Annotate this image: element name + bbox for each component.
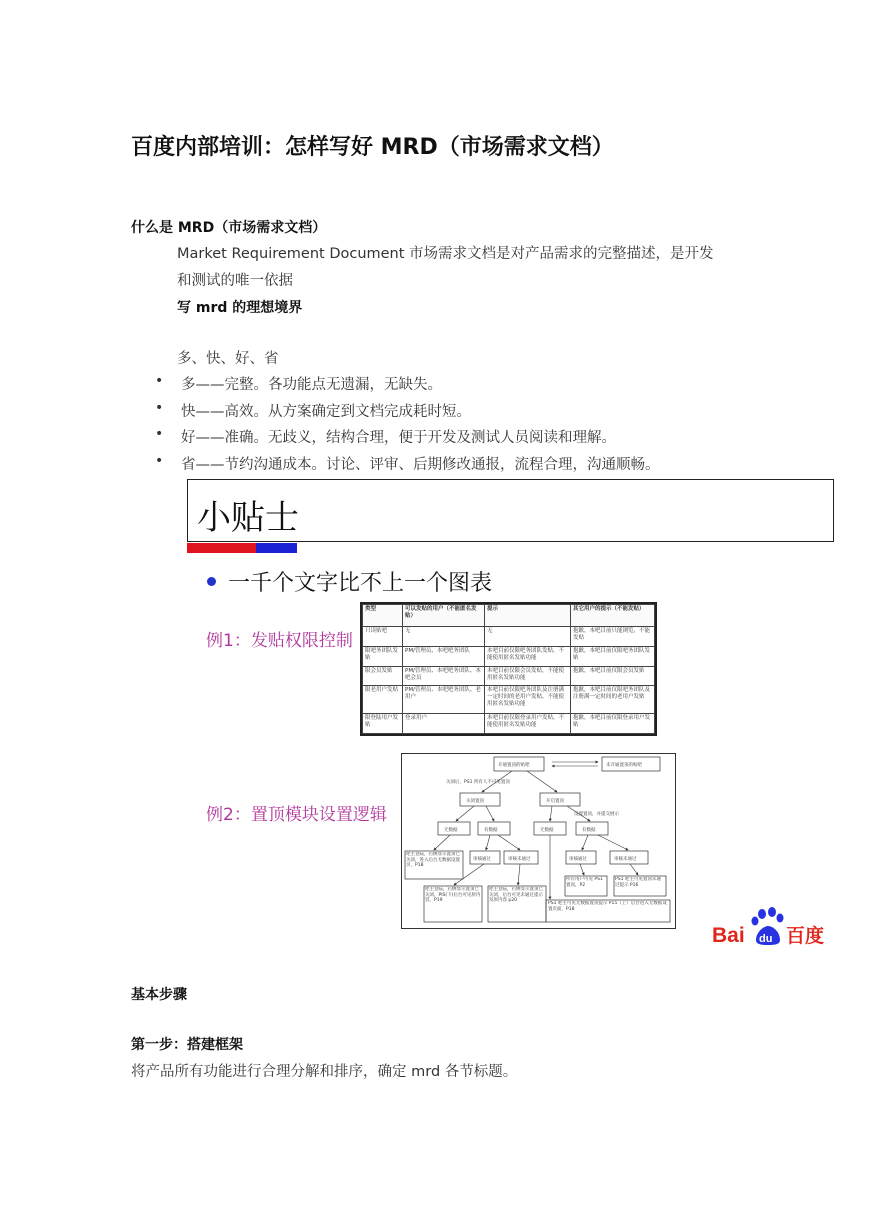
- section-heading-mrd: 什么是 MRD（市场需求文档）: [131, 220, 327, 236]
- table-cell: 本吧目前仅限登录用户发贴，不能使用匿名发贴功能: [485, 714, 571, 734]
- table-header: 可以发贴的用户（不能匿名发贴）: [403, 605, 485, 627]
- table-cell: 限吧务团队发贴: [363, 646, 403, 666]
- tip-bullet: [207, 566, 492, 597]
- tip-title: 小贴士: [197, 498, 299, 538]
- tip-bullet-text: 一千个文字比不上一个图表: [228, 571, 493, 596]
- list-item: • 多——完整。各功能点无遗漏，无缺失。: [155, 373, 660, 400]
- flow-label: 关闭后，PS1 所有人不可见置顶: [446, 780, 510, 785]
- flow-label: PS1 吧主可见无数据置顶提示 P15（上）后台进入无数据设置页面，P18: [548, 901, 667, 912]
- mrd-description-line2: 和测试的唯一依据: [177, 273, 293, 289]
- table-cell: 登录用户: [403, 714, 485, 734]
- table-cell: 本吧目前仅限吧务团队发贴，不能使用匿名发贴功能: [485, 646, 571, 666]
- list-item: • 省——节约沟通成本。讨论、评审、后期修改通报，流程合理，沟通顺畅。: [155, 453, 660, 480]
- flow-label: 无数据: [444, 828, 458, 833]
- flow-label: 未开通置顶的贴吧: [606, 763, 642, 768]
- bullet-dot-icon: [207, 577, 216, 586]
- example2-label: 例2：置顶模块设置逻辑: [206, 805, 387, 825]
- table-cell: PM/管理员、本吧吧务团队、老用户: [403, 686, 485, 714]
- table-cell: 只读贴吧: [363, 627, 403, 647]
- list-item: • 好——准确。无歧义，结构合理，便于开发及测试人员阅读和理解。: [155, 426, 660, 453]
- table-cell: 限老用户发贴: [363, 686, 403, 714]
- table-row: [363, 666, 655, 686]
- table-row: [363, 627, 655, 647]
- blue-accent-bar: [256, 543, 297, 553]
- table-cell: 无: [485, 627, 571, 647]
- step1-heading: 第一步：搭建框架: [131, 1037, 243, 1053]
- tip-title-box: [187, 479, 834, 542]
- summary-text: 多、快、好、省: [177, 351, 279, 367]
- table-header: 其它用户的提示（不能发贴）: [571, 605, 655, 627]
- table-cell: 抱歉，本吧目前仅限吧务团队及注册满一定时间的老用户发贴: [571, 686, 655, 714]
- table-header: 提示: [485, 605, 571, 627]
- step1-text: 将产品所有功能进行合理分解和排序，确定 mrd 各节标题。: [131, 1064, 518, 1080]
- principle-list: [155, 373, 660, 479]
- table-row: [363, 646, 655, 666]
- flow-label: 吧主登陆，右侧显示置顶已关闭，后台可见未通过提示及原内容 p20: [489, 887, 543, 903]
- red-accent-bar: [187, 543, 256, 553]
- example1-label: 例1：发贴权限控制: [206, 631, 353, 651]
- table-header: 类型: [363, 605, 403, 627]
- flow-label: 吧主登陆，右侧显示置顶已关闭，进入后台无数据设置页，P18: [406, 852, 460, 868]
- table-cell: PM/管理员、本吧吧务团队: [403, 646, 485, 666]
- flow-label: 有数据: [582, 828, 596, 833]
- flow-label: 审核通过: [569, 857, 587, 862]
- flowchart-svg: [402, 754, 675, 928]
- table-cell: 本吧目前仅限会员发贴，不能使用匿名发贴功能: [485, 666, 571, 686]
- list-item: • 快——高效。从方案确定到文档完成耗时短。: [155, 400, 660, 427]
- flow-label: 审核通过: [473, 857, 491, 862]
- flow-label: 有数据: [484, 828, 498, 833]
- flow-label: 开启置顶: [546, 799, 564, 804]
- table-cell: 无: [403, 627, 485, 647]
- table-cell: 抱歉，本吧目前仅限会员发贴: [571, 666, 655, 686]
- pin-logic-flowchart: [401, 753, 676, 929]
- flow-label: 设置置顶，并提交展示: [574, 812, 619, 817]
- logo-text-du: du: [759, 933, 773, 945]
- baidu-paw-icon: [712, 906, 838, 950]
- flow-label: 关闭置顶: [466, 799, 484, 804]
- permission-table: [362, 604, 655, 734]
- table-cell: 限登陆用户发贴: [363, 714, 403, 734]
- table-cell: 限会员发贴: [363, 666, 403, 686]
- flow-label: 所有用户可见 PS1 置顶，P2: [566, 877, 603, 888]
- flow-label: 吧主登陆，右侧显示置顶已关闭，PIS(下)后台可见原内容，P19: [425, 887, 481, 903]
- table-cell: 本吧目前仅限吧务团队及注册满一定时间的老用户发贴，不能使用匿名发贴功能: [485, 686, 571, 714]
- baidu-logo: [712, 906, 838, 950]
- table-cell: 抱歉，本吧目前仅限吧务团队发贴: [571, 646, 655, 666]
- table-cell: 抱歉，本吧目前只能浏览，不能发贴: [571, 627, 655, 647]
- flow-label: 开通置顶的贴吧: [498, 763, 530, 768]
- flow-label: 无数据: [540, 828, 554, 833]
- logo-text-bai: Bai: [712, 924, 745, 947]
- table-row: [363, 714, 655, 734]
- logo-text-cn: 百度: [786, 925, 825, 947]
- table-cell: PM/管理员、本吧吧务团队、本吧会员: [403, 666, 485, 686]
- table-cell: 抱歉，本吧目前仅限登录用户发贴: [571, 714, 655, 734]
- table-row: [363, 686, 655, 714]
- flow-label: 审核未通过: [508, 857, 531, 862]
- mrd-description-line1: Market Requirement Document 市场需求文档是对产品需求的完整描述，是开发: [177, 246, 714, 262]
- ideal-heading: 写 mrd 的理想境界: [177, 300, 303, 316]
- flow-label: 审核未通过: [614, 857, 637, 862]
- flow-label: PS1 吧主可见置顶未通过提示 P16: [615, 877, 661, 888]
- page-title: 百度内部培训：怎样写好 MRD（市场需求文档）: [131, 135, 614, 160]
- section-heading-steps: 基本步骤: [131, 987, 187, 1003]
